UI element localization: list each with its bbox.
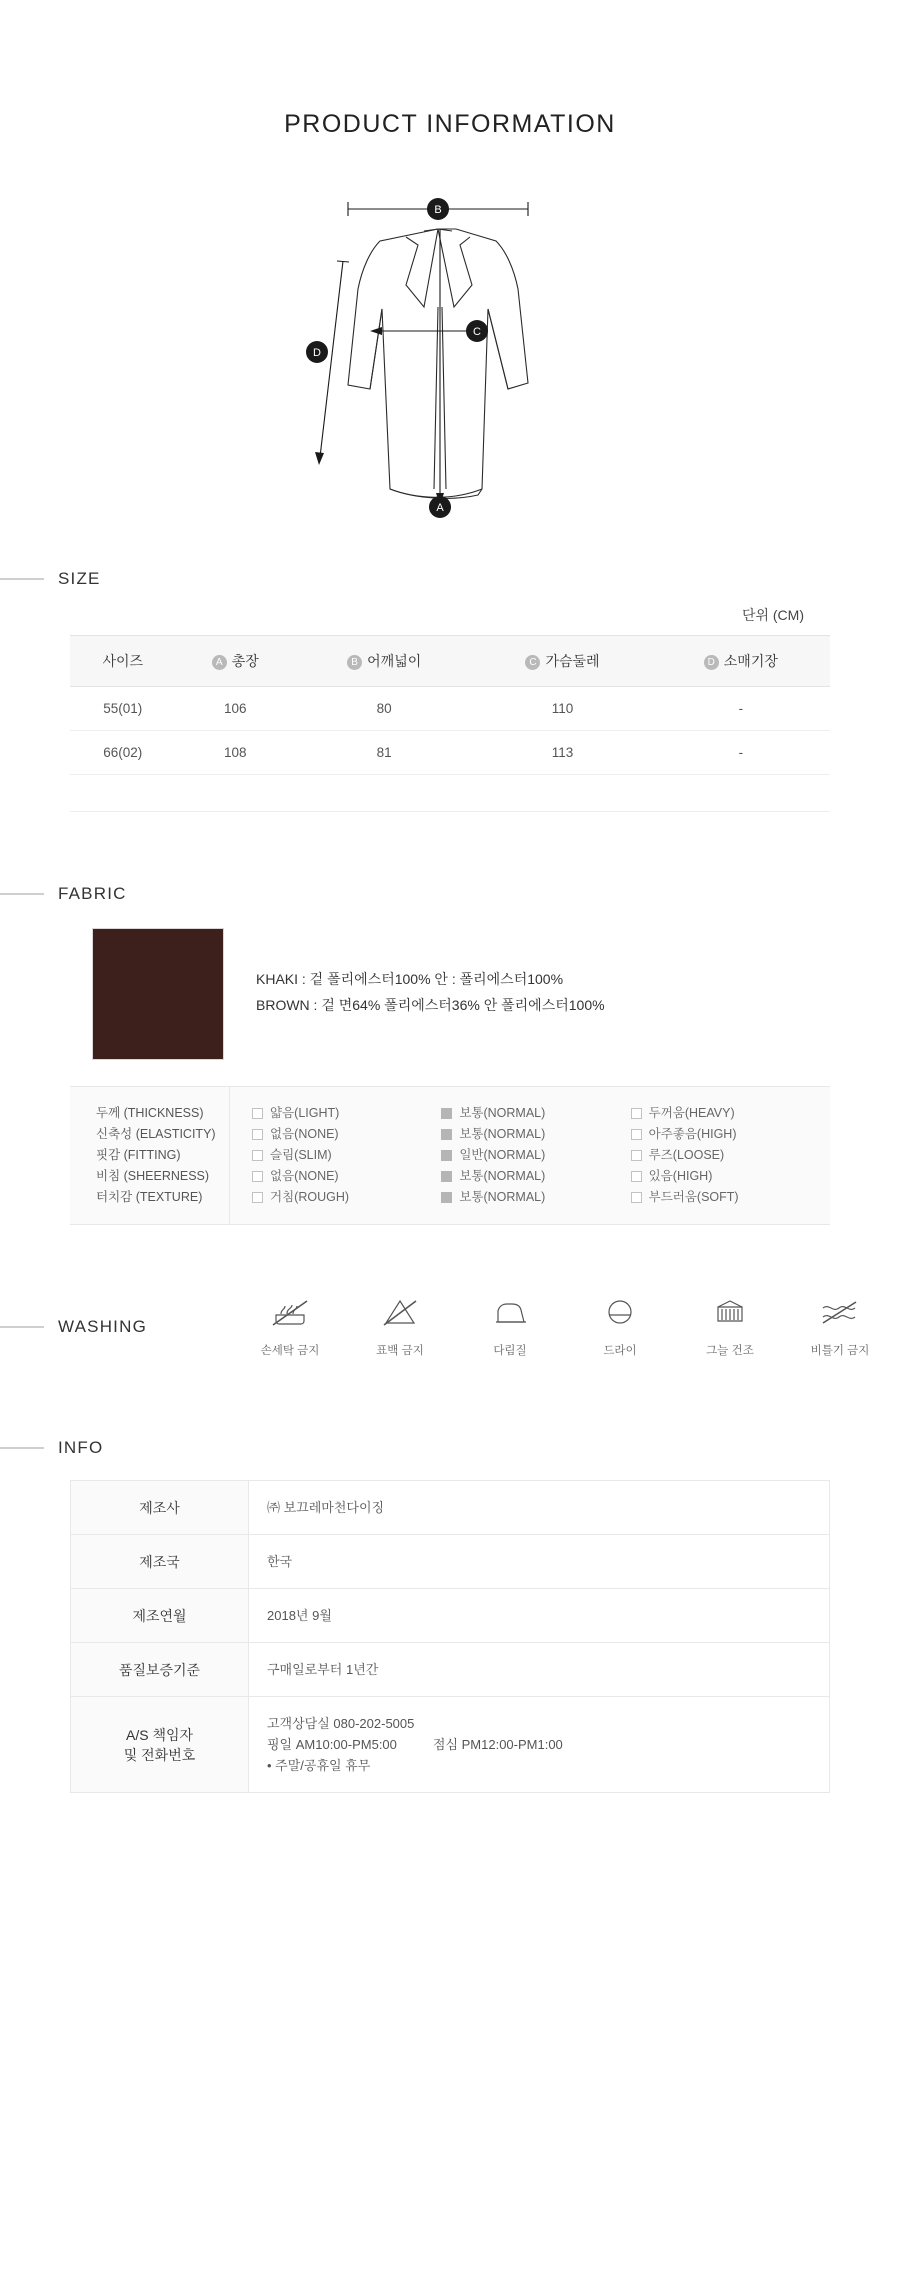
- checkbox-icon: [441, 1171, 452, 1182]
- badge-d-icon: D: [704, 655, 719, 670]
- property-option-label: 거침(ROUGH): [270, 1190, 350, 1204]
- property-row-sheerness: [252, 1166, 820, 1187]
- washing-caption: 비틀기 금지: [810, 1345, 870, 1357]
- badge-b-icon: B: [347, 655, 362, 670]
- size-col-length: [175, 636, 295, 687]
- property-option: [631, 1166, 820, 1187]
- size-col-shoulder-label: 어깨넓이: [367, 653, 422, 669]
- shade-dry-icon: [708, 1295, 752, 1329]
- property-row-elasticity: [252, 1124, 820, 1145]
- table-row: [70, 687, 830, 731]
- heading-rule: [0, 893, 44, 895]
- property-option-label: 부드러움(SOFT): [648, 1190, 739, 1204]
- property-option: [252, 1187, 441, 1208]
- checkbox-icon: [631, 1108, 642, 1119]
- size-col-shoulder: [295, 636, 473, 687]
- property-option-label: 아주좋음(HIGH): [648, 1127, 737, 1141]
- property-option-label: 두꺼움(HEAVY): [648, 1106, 735, 1120]
- washing-caption: 손세탁 금지: [260, 1345, 320, 1357]
- badge-c-icon: C: [525, 655, 540, 670]
- property-option: [252, 1145, 441, 1166]
- info-table: [70, 1480, 830, 1793]
- washing-item: [580, 1295, 660, 1358]
- checkbox-icon: [252, 1108, 263, 1119]
- property-option: [441, 1124, 630, 1145]
- table-row: [71, 1589, 830, 1643]
- property-option: [631, 1187, 820, 1208]
- size-cell: 81: [295, 731, 473, 775]
- washing-item: [800, 1295, 880, 1358]
- washing-caption: 다림질: [493, 1345, 527, 1357]
- washing-caption: 그늘 건조: [706, 1345, 754, 1357]
- table-row: [71, 1535, 830, 1589]
- info-value-country: 한국: [249, 1535, 830, 1589]
- property-option: [252, 1103, 441, 1124]
- size-col-length-label: 총장: [231, 653, 259, 669]
- property-label-thickness: 두께 (THICKNESS): [96, 1106, 204, 1120]
- washing-caption: 표백 금지: [376, 1345, 424, 1357]
- size-cell: 80: [295, 687, 473, 731]
- property-option-label: 보통(NORMAL): [459, 1169, 546, 1183]
- washing-caption: 드라이: [603, 1345, 637, 1357]
- size-heading-label: SIZE: [58, 569, 101, 588]
- washing-item: [360, 1295, 440, 1358]
- property-option: [252, 1124, 441, 1145]
- property-option-label: 루즈(LOOSE): [648, 1148, 725, 1162]
- checkbox-icon: [441, 1192, 452, 1203]
- property-option: [631, 1145, 820, 1166]
- table-row: [71, 1481, 830, 1535]
- checkbox-icon: [631, 1171, 642, 1182]
- svg-text:A: A: [436, 502, 444, 514]
- table-footer-space: [70, 775, 830, 812]
- property-label-sheerness: 비침 (SHEERNESS): [96, 1169, 210, 1183]
- washing-item: [690, 1295, 770, 1358]
- info-heading-label: INFO: [58, 1438, 104, 1457]
- bottom-space: [0, 1793, 900, 1913]
- checkbox-icon: [252, 1150, 263, 1161]
- property-option-label: 보통(NORMAL): [459, 1190, 546, 1204]
- info-label-date: 제조연월: [71, 1589, 249, 1643]
- property-option: [441, 1145, 630, 1166]
- washing-heading-label: WASHING: [58, 1316, 147, 1336]
- info-label-as: [71, 1697, 249, 1793]
- checkbox-icon: [252, 1129, 263, 1140]
- size-cell: 113: [473, 731, 651, 775]
- fabric-property-labels: [70, 1087, 230, 1224]
- size-col-chest-label: 가슴둘레: [545, 653, 600, 669]
- property-label-fitting: 핏감 (FITTING): [96, 1148, 181, 1162]
- no-wring-icon: [815, 1295, 865, 1329]
- info-label-country: 제조국: [71, 1535, 249, 1589]
- svg-text:D: D: [313, 347, 321, 359]
- size-table-header-row: [70, 636, 830, 687]
- washing-heading: [0, 1317, 250, 1337]
- size-heading: [0, 569, 900, 589]
- size-cell: 66(02): [70, 731, 175, 775]
- info-label-as-line1: A/S 책임자: [125, 1726, 194, 1743]
- property-option-label: 일반(NORMAL): [459, 1148, 546, 1162]
- property-row-texture: [252, 1187, 820, 1208]
- washing-item: [470, 1295, 550, 1358]
- heading-rule: [0, 1326, 44, 1328]
- property-option-label: 보통(NORMAL): [459, 1106, 546, 1120]
- info-value-manufacturer: ㈜ 보끄레마천다이징: [249, 1481, 830, 1535]
- property-option: [441, 1187, 630, 1208]
- property-option: [441, 1103, 630, 1124]
- svg-text:B: B: [434, 204, 442, 216]
- fabric-row: [70, 928, 830, 1060]
- iron-icon: [488, 1295, 532, 1329]
- info-heading: [0, 1438, 900, 1458]
- as-lunch-hours: 점심 PM12:00-PM1:00: [432, 1737, 563, 1752]
- property-option: [252, 1166, 441, 1187]
- property-option-label: 보통(NORMAL): [459, 1127, 546, 1141]
- size-col-sleeve: [652, 636, 830, 687]
- fabric-swatch: [92, 928, 224, 1060]
- badge-a-icon: A: [212, 655, 227, 670]
- size-col-size-label: 사이즈: [102, 653, 144, 669]
- size-cell: 106: [175, 687, 295, 731]
- fabric-heading-label: FABRIC: [58, 884, 127, 903]
- blazer-svg: [220, 189, 680, 529]
- size-cell: -: [652, 731, 830, 775]
- size-cell: 110: [473, 687, 651, 731]
- property-label-elasticity: 신축성 (ELASTICITY): [96, 1127, 216, 1141]
- fabric-property-options: [230, 1087, 830, 1224]
- property-option-label: 있음(HIGH): [648, 1169, 713, 1183]
- checkbox-icon: [631, 1150, 642, 1161]
- checkbox-icon: [252, 1171, 263, 1182]
- checkbox-icon: [631, 1192, 642, 1203]
- property-option: [631, 1103, 820, 1124]
- checkbox-icon: [441, 1150, 452, 1161]
- washing-icons: [250, 1295, 880, 1358]
- heading-rule: [0, 578, 44, 580]
- fabric-properties: [70, 1086, 830, 1225]
- fabric-section: [0, 884, 900, 1225]
- washing-row: [0, 1295, 900, 1358]
- size-section: [0, 569, 900, 812]
- as-phone: 고객상담실 080-202-5005: [267, 1716, 415, 1731]
- table-row: [71, 1643, 830, 1697]
- washing-item: [250, 1295, 330, 1358]
- fabric-heading: [0, 884, 900, 904]
- no-hand-wash-icon: [268, 1295, 312, 1329]
- property-option: [631, 1124, 820, 1145]
- size-cell: 108: [175, 731, 295, 775]
- no-bleach-icon: [378, 1295, 422, 1329]
- info-label-as-line2: 및 전화번호: [123, 1746, 196, 1763]
- size-cell: 55(01): [70, 687, 175, 731]
- property-option-label: 얇음(LIGHT): [270, 1106, 340, 1120]
- size-cell: -: [652, 687, 830, 731]
- size-col-sleeve-label: 소매기장: [723, 653, 778, 669]
- info-label-manufacturer: 제조사: [71, 1481, 249, 1535]
- property-label-texture: 터치감 (TEXTURE): [96, 1190, 203, 1204]
- svg-text:C: C: [473, 326, 481, 338]
- info-value-as: [249, 1697, 830, 1793]
- property-row-fitting: [252, 1145, 820, 1166]
- size-col-size: [70, 636, 175, 687]
- size-unit: 단위 (CM): [741, 607, 804, 623]
- property-option: [441, 1166, 630, 1187]
- property-option-label: 슬림(SLIM): [270, 1148, 332, 1162]
- property-option-label: 없음(NONE): [270, 1169, 339, 1183]
- fabric-composition: [256, 928, 605, 1018]
- measurement-diagram: [0, 189, 900, 529]
- as-weekday-hours: 핑일 AM10:00-PM5:00: [267, 1737, 397, 1752]
- checkbox-icon: [631, 1129, 642, 1140]
- property-option-label: 없음(NONE): [270, 1127, 339, 1141]
- info-label-warranty: 품질보증기준: [71, 1643, 249, 1697]
- info-section: [0, 1438, 900, 1793]
- size-table: [70, 635, 830, 775]
- property-row-thickness: [252, 1103, 820, 1124]
- page-title: PRODUCT INFORMATION: [284, 110, 616, 138]
- table-row: [70, 731, 830, 775]
- dry-clean-icon: [598, 1295, 642, 1329]
- as-hours: [267, 1734, 811, 1755]
- info-value-date: 2018년 9월: [249, 1589, 830, 1643]
- washing-section: [0, 1295, 900, 1358]
- table-row: [71, 1697, 830, 1793]
- fabric-line-brown: BROWN : 겉 면64% 폴리에스터36% 안 폴리에스터100%: [256, 997, 605, 1013]
- as-note: • 주말/공휴일 휴무: [267, 1758, 371, 1773]
- fabric-line-khaki: KHAKI : 겉 폴리에스터100% 안 : 폴리에스터100%: [256, 971, 564, 987]
- info-value-warranty: 구매일로부터 1년간: [249, 1643, 830, 1697]
- checkbox-icon: [441, 1129, 452, 1140]
- checkbox-icon: [252, 1192, 263, 1203]
- heading-rule: [0, 1447, 44, 1449]
- size-col-chest: [473, 636, 651, 687]
- checkbox-icon: [441, 1108, 452, 1119]
